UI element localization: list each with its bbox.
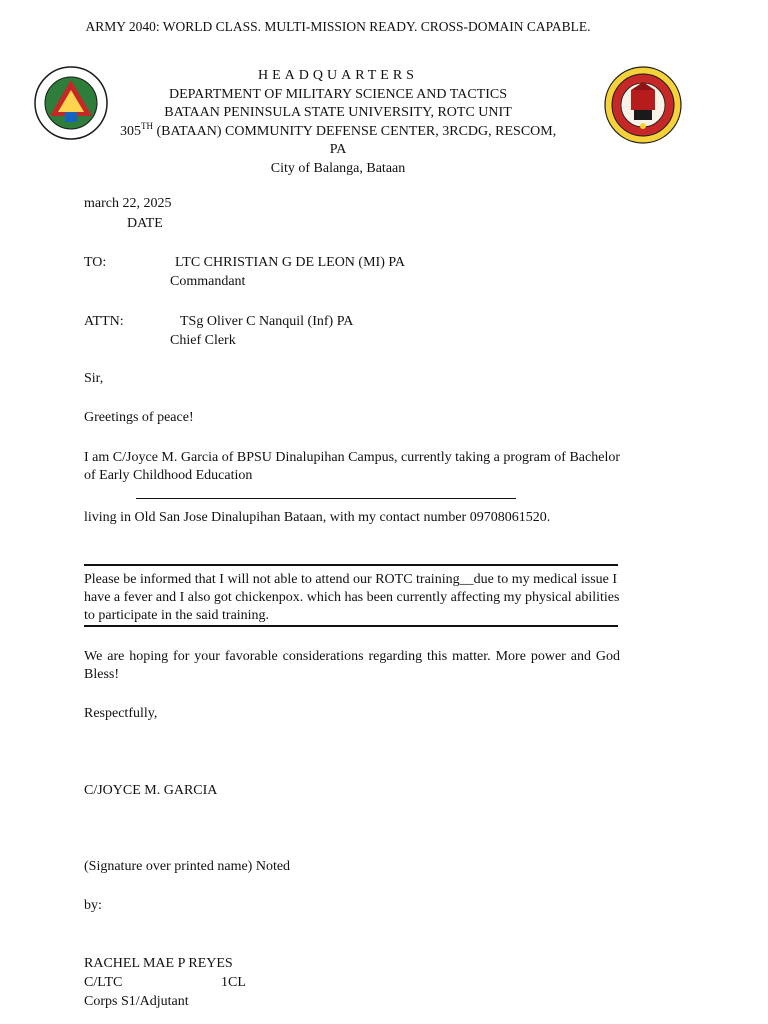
headquarters-title: HEADQUARTERS xyxy=(258,68,418,83)
city-line: City of Balanga, Bataan xyxy=(270,160,406,176)
to-label: TO: xyxy=(84,255,107,270)
pa-line: PA xyxy=(329,142,347,157)
letterhead xyxy=(120,67,556,178)
attn-name: TSg Oliver C Nanquil (Inf) PA xyxy=(180,314,354,329)
to-title: Commandant xyxy=(170,274,246,289)
noted-by-name: RACHEL MAE P REYES xyxy=(84,956,233,971)
date-label: DATE xyxy=(127,216,163,231)
date-value: march 22, 2025 xyxy=(84,196,172,211)
closing-paragraph: We are hoping for your favorable considerations regarding this matter. More power and God Bless! xyxy=(84,649,620,682)
fill-in-line xyxy=(136,498,516,499)
defense-center-line: 305TH (BATAAN) COMMUNITY DEFENSE CENTER, 3RCDG, RESCOM, xyxy=(120,120,557,139)
salutation: Sir, xyxy=(84,371,104,386)
noted-by-class: 1CL xyxy=(221,975,246,990)
intro-paragraph: I am C/Joyce M. Garcia of BPSU Dinalupihan Campus, currently taking a program of Bachelor of Early Childhood Education xyxy=(84,450,620,483)
respectfully: Respectfully, xyxy=(84,706,158,721)
army-motto: ARMY 2040: WORLD CLASS. MULTI-MISSION READY. CROSS-DOMAIN CAPABLE. xyxy=(85,19,591,34)
university-line: BATAAN PENINSULA STATE UNIVERSITY, ROTC UNIT xyxy=(164,105,512,120)
rotc-unit-seal-icon xyxy=(604,66,682,144)
community-defense-center-seal-icon xyxy=(34,66,108,140)
department-line: DEPARTMENT OF MILITARY SCIENCE AND TACTICS xyxy=(168,86,507,102)
attn-label: ATTN: xyxy=(84,314,124,329)
signatory-name: C/JOYCE M. GARCIA xyxy=(84,783,218,798)
noted-by-rank: C/LTC xyxy=(84,975,123,990)
residence-paragraph: living in Old San Jose Dinalupihan Bataan, with my contact number 09708061520. xyxy=(84,510,551,525)
notice-paragraph: Please be informed that I will not able to attend our ROTC training__due to my medical issue I have a fever and I also got chickenpox. which has been currently affecting my physical abilities to participate in the said training. xyxy=(84,572,620,623)
notice-bottom-rule xyxy=(84,625,618,627)
notice-top-rule xyxy=(84,564,618,566)
noted-by-label: by: xyxy=(84,898,102,913)
attn-title: Chief Clerk xyxy=(170,333,236,348)
signature-note: (Signature over printed name) Noted xyxy=(84,859,291,874)
greeting: Greetings of peace! xyxy=(84,410,194,425)
to-name: LTC CHRISTIAN G DE LEON (MI) PA xyxy=(175,255,405,270)
noted-by-position: Corps S1/Adjutant xyxy=(84,994,189,1009)
